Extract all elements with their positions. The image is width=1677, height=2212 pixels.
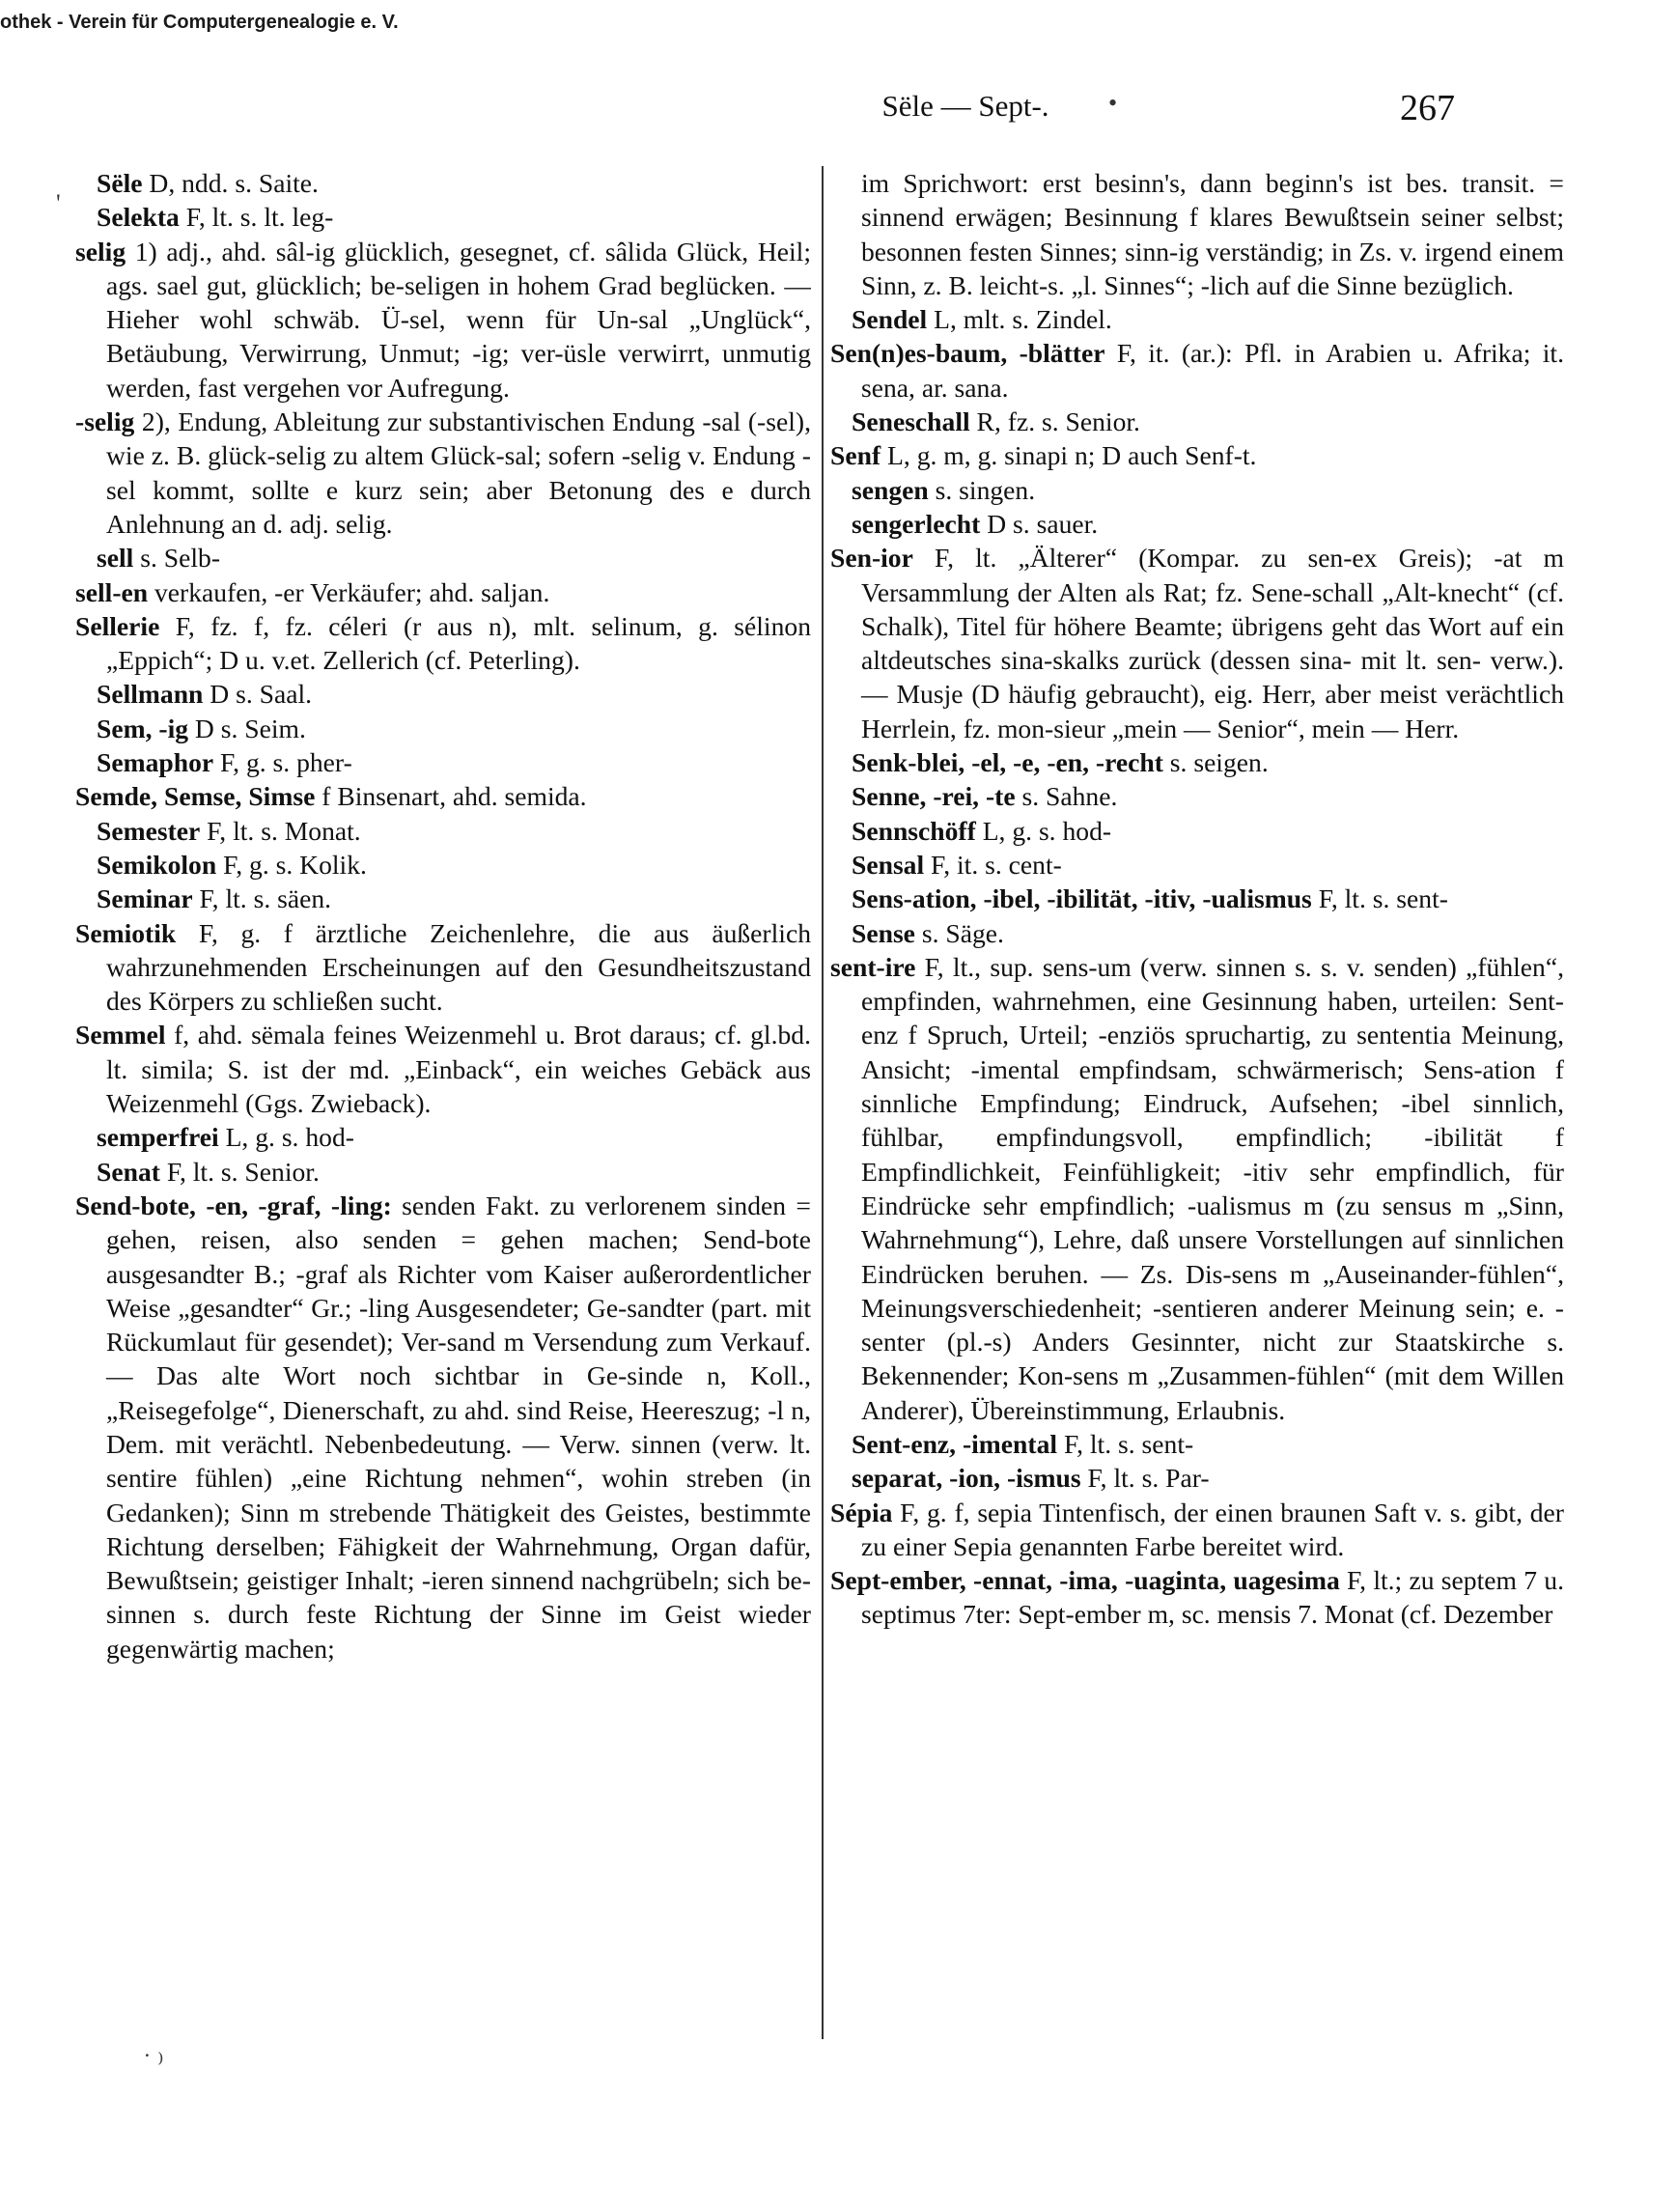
entry-definition: F, lt. s. Par-: [1080, 1463, 1210, 1494]
dictionary-entry: [830, 1427, 1564, 1461]
entry-headword: Sent-enz, -imental: [852, 1428, 1058, 1459]
dictionary-entry: [830, 916, 1564, 950]
entry-definition: F, lt. s. Monat.: [200, 815, 361, 846]
left-column: [75, 166, 811, 2126]
entry-definition: 2), Endung, Ableitung zur substantivischen Endung -sal (-sel), wie z. B. glück-selig zu altem Glück-sal; sofern -selig v. Endung -sel kommt, sollte e kurz sein; aber Betonung des e durch Anlehnung an d. adj. selig.: [106, 406, 811, 539]
dictionary-entry: [830, 302, 1564, 336]
dictionary-entry: [830, 507, 1564, 541]
right-column: [830, 166, 1564, 2126]
entry-definition: F, g. f, sepia Tintenfisch, der einen braunen Saft v. s. gibt, der zu einer Sepia genannten Farbe bereitet wird.: [861, 1497, 1564, 1561]
entry-headword: Semester: [97, 815, 201, 846]
entry-definition: s. Selb-: [133, 543, 221, 574]
dictionary-entry: [75, 1018, 811, 1120]
entry-definition: L, g. s. hod-: [975, 815, 1112, 846]
dictionary-entry: [75, 1189, 811, 1666]
entry-headword: Seminar: [97, 883, 193, 914]
dictionary-entry: [830, 541, 1564, 745]
entry-headword: Sépia: [830, 1497, 893, 1527]
dictionary-entry: [75, 1120, 811, 1154]
dictionary-entry: [75, 235, 811, 405]
entry-definition: s. Sahne.: [1015, 781, 1118, 812]
entry-definition: s. seigen.: [1162, 747, 1269, 778]
entry-headword: sent-ire: [830, 951, 916, 982]
entry-definition: s. Säge.: [914, 917, 1004, 948]
entry-headword: selig: [75, 236, 126, 266]
entry-definition: F, it. (ar.): Pfl. in Arabien u. Afrika; it. sena, ar. sana.: [861, 338, 1564, 403]
entry-definition: im Sprichwort: erst besinn's, dann beginn's ist bes. transit. = sinnend erwägen; Besinnung f klares Bewußtsein seiner selbst; besonnen festen Sinnes; sinn-ig verständig; in Zs. v. irgend einem Sinn, z. B. leicht-s. „l. Sinnes“; -lich auf die Sinne bezüglich.: [861, 168, 1564, 300]
dictionary-entry: [75, 712, 811, 745]
dictionary-entry: [830, 779, 1564, 813]
entry-definition: F, lt., sup. sens-um (verw. sinnen s. s. v. senden) „fühlen“, empfinden, wahrnehmen, eine Gesinnung haben, urteilen: Sent-enz f Spruch, Urteil; -enziös spruchartig, zu sententia Meinung, Ansicht; -imental empfindsam, schwärmerisch; Sens-ation f sinnliche Empfindung; Eindruck, Aufsehen; -ibel sinnlich, fühlbar, empfindungsvoll, empfindlich; -ibilität f Empfindlichkeit, Feinfühligkeit; -itiv sehr empfindlich, für Eindrücke sehr empfindlich; -ualismus m (zu sensus m „Sinn, Wahrnehmung“), Lehre, daß unsere Vorstellungen auf sinnlichen Eindrücken beruhen. — Zs. Dis-sens m „Auseinander-fühlen“, Meinungsverschiedenheit; -sentieren anderer Meinung sein; e. -senter (pl.-s) Anders Gesinnter, nicht zur Staatskirche s. Bekennender; Kon-sens m „Zusammen-fühlen“ (mit dem Willen Anderer), Übereinstimmung, Erlaubnis.: [861, 951, 1564, 1425]
entry-headword: Sële: [97, 168, 143, 198]
entry-definition: F, lt. „Älterer“ (Kompar. zu sen-ex Greis); -at m Versammlung der Alten als Rat; fz. Sene-schall „Alt-knecht“ (cf. Schalk), Titel für höhere Beamte; übrigens geht das Wort auf ein altdeutsches sina-skalks zurück (dessen sina- mit lt. sen- verw.). — Musje (D häufig gebraucht), eig. Herr, aber meist verächtlich Herrlein, fz. mon-sieur „mein — Senior“, mein — Herr.: [861, 543, 1564, 743]
dictionary-entry: [830, 1496, 1564, 1564]
dictionary-entry: [830, 882, 1564, 915]
entry-definition: F, lt. s. Senior.: [159, 1156, 320, 1187]
entry-headword: Senf: [830, 440, 881, 471]
dictionary-entry: [75, 916, 811, 1019]
stray-mark: ': [56, 189, 61, 217]
dictionary-entry: [75, 405, 811, 541]
dictionary-entry: [830, 166, 1564, 302]
entry-definition: D s. Saal.: [203, 679, 313, 710]
entry-definition: D s. sauer.: [980, 508, 1099, 539]
entry-definition: F, lt. s. lt. leg-: [179, 202, 334, 233]
entry-definition: verkaufen, -er Verkäufer; ahd. saljan.: [148, 576, 550, 607]
entry-definition: F, lt.; zu septem 7 u. septimus 7ter: Sept-ember m, sc. mensis 7. Monat (cf. Dezember: [861, 1565, 1564, 1630]
running-head: Sële — Sept-.: [881, 89, 1049, 123]
entry-definition: f Binsenart, ahd. semida.: [315, 781, 587, 812]
entry-headword: separat, -ion, -ismus: [852, 1463, 1081, 1494]
dictionary-entry: [830, 848, 1564, 882]
entry-definition: F, fz. f, fz. céleri (r aus n), mlt. selinum, g. sélinon „Eppich“; D u. v.et. Zellerich (cf. Peterling).: [106, 610, 811, 676]
entry-definition: L, g. m, g. sinapi n; D auch Senf-t.: [880, 440, 1257, 471]
dictionary-entry: [830, 745, 1564, 779]
dictionary-entry: [75, 200, 811, 234]
page-number: 267: [1400, 88, 1455, 128]
entry-definition: L, mlt. s. Zindel.: [927, 304, 1112, 335]
entry-definition: 1) adj., ahd. sâl-ig glücklich, gesegnet, cf. sâlida Glück, Heil; ags. sael gut, glücklich; be-seligen in hohem Grad beglücken. — Hieher wohl schwäb. Ü-sel, wenn für Un-sal „Unglück“, Betäubung, Verwirrung, Unmut; -ig; ver-üsle verwirrt, unmutig werden, fast vergehen vor Aufregung.: [106, 236, 811, 403]
entry-headword: Sensal: [852, 849, 925, 880]
entry-headword: Senat: [97, 1156, 160, 1187]
entry-definition: F, lt. s. sent-: [1311, 883, 1448, 914]
entry-headword: Sens-ation, -ibel, -ibilität, -itiv, -ualismus: [852, 883, 1312, 914]
entry-headword: Sen(n)es-baum, -blätter: [830, 338, 1105, 369]
entry-headword: -selig: [75, 406, 135, 437]
entry-definition: F, g. f ärztliche Zeichenlehre, die aus äußerlich wahrzunehmenden Erscheinungen auf den Gesundheitszustand des Körpers zu schließen sucht.: [106, 917, 811, 1017]
entry-headword: Sept-ember, -ennat, -ima, -uaginta, uagesima: [830, 1565, 1340, 1596]
entry-headword: Sen-ior: [830, 543, 913, 574]
entry-definition: D, ndd. s. Saite.: [142, 168, 319, 198]
dictionary-entry: [75, 541, 811, 574]
entry-definition: D s. Seim.: [188, 713, 306, 743]
dictionary-entry: [75, 575, 811, 609]
entry-headword: sell-en: [75, 576, 149, 607]
entry-headword: Seneschall: [852, 406, 970, 437]
entry-headword: semperfrei: [97, 1122, 219, 1153]
entry-headword: sell: [97, 543, 134, 574]
dictionary-entry: [830, 1461, 1564, 1495]
entry-headword: Semiotik: [75, 917, 177, 948]
dictionary-entry: [830, 814, 1564, 848]
entry-headword: Send-bote, -en, -graf, -ling:: [75, 1190, 392, 1220]
dictionary-entry: [75, 1155, 811, 1189]
entry-headword: Semmel: [75, 1020, 166, 1050]
stray-dot: •: [1108, 89, 1118, 117]
entry-definition: F, g. s. Kolik.: [216, 849, 367, 880]
entry-headword: Selekta: [97, 202, 180, 233]
entry-headword: Sellerie: [75, 610, 160, 641]
entry-definition: L, g. s. hod-: [218, 1122, 354, 1153]
dictionary-entry: [75, 609, 811, 678]
dictionary-entry: [75, 677, 811, 711]
entry-headword: Semikolon: [97, 849, 217, 880]
entry-headword: Sem, -ig: [97, 713, 189, 743]
dictionary-entry: [75, 779, 811, 813]
dictionary-entry: [75, 814, 811, 848]
entry-headword: sengen: [852, 474, 929, 505]
entry-definition: F, lt. s. säen.: [192, 883, 332, 914]
stray-mark: ˙ ⁾: [143, 2049, 164, 2077]
entry-definition: F, g. s. pher-: [213, 747, 352, 778]
entry-headword: Senk-blei, -el, -e, -en, -recht: [852, 747, 1163, 778]
entry-headword: Sendel: [852, 304, 928, 335]
entry-definition: f, ahd. sëmala feines Weizenmehl u. Brot daraus; cf. gl.bd. lt. simila; S. ist der md. „Einback“, ein weiches Gebäck aus Weizenmehl (Ggs. Zwieback).: [106, 1020, 811, 1119]
dictionary-entry: [830, 405, 1564, 438]
entry-headword: Sennschöff: [852, 815, 976, 846]
entry-headword: Semde, Semse, Simse: [75, 781, 316, 812]
dictionary-entry: [830, 336, 1564, 405]
entry-definition: R, fz. s. Senior.: [969, 406, 1140, 437]
dictionary-entry: [75, 848, 811, 882]
entry-headword: Senne, -rei, -te: [852, 781, 1016, 812]
dictionary-entry: [830, 473, 1564, 507]
column-divider: [822, 166, 824, 2039]
entry-headword: Semaphor: [97, 747, 214, 778]
entry-headword: sengerlecht: [852, 508, 981, 539]
entry-definition: senden Fakt. zu verlorenem sinden = gehen, reisen, also senden = gehen machen; Send-bote ausgesandter B.; -graf als Richter vom Kaiser außerordentlicher Weise „gesandter“ Gr.; -ling Ausgesendeter; Ge-sandter (part. mit Rückumlaut für gesendet); Ver-sand m Versendung zum Verkauf. — Das alte Wort noch sichtbar in Ge-sinde n, Koll., „Reisegefolge“, Dienerschaft, zu ahd. sind Reise, Heereszug; -l n, Dem. mit verächtl. Nebenbedeutung. — Verw. sinnen (verw. lt. sentire fühlen) „eine Richtung nehmen“, wohin streben (in Gedanken); Sinn m strebende Thätigkeit des Geistes, bestimmte Richtung derselben; Fähigkeit der Wahrnehmung, Organ dafür, Bewußtsein; geistiger Inhalt; -ieren sinnend nachgrübeln; sich be-sinnen s. durch feste Richtung der Sinne im Geist wieder gegenwärtig machen;: [106, 1190, 811, 1664]
entry-headword: Sense: [852, 917, 915, 948]
dictionary-entry: [75, 745, 811, 779]
dictionary-entry: [830, 438, 1564, 472]
entry-headword: Sellmann: [97, 679, 204, 710]
entry-definition: F, lt. s. sent-: [1057, 1428, 1194, 1459]
dictionary-entry: [830, 1563, 1564, 1632]
watermark-text: othek - Verein für Computergenealogie e. V.: [0, 12, 399, 33]
dictionary-entry: [75, 166, 811, 200]
dictionary-entry: [830, 950, 1564, 1427]
entry-definition: F, it. s. cent-: [924, 849, 1062, 880]
entry-definition: s. singen.: [928, 474, 1036, 505]
dictionary-entry: [75, 882, 811, 915]
